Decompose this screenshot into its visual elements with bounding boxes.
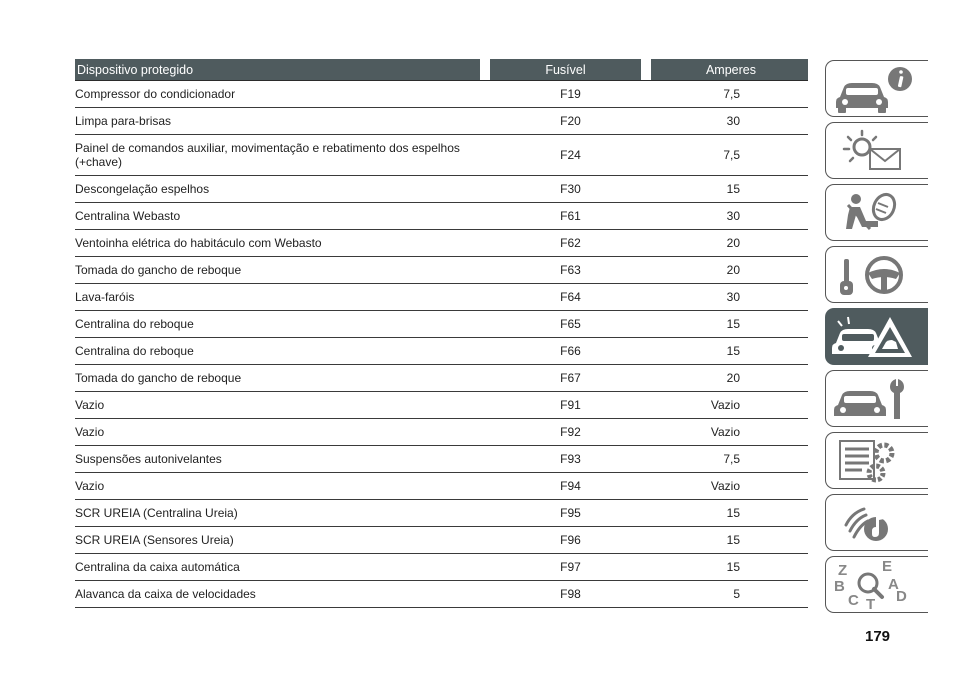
- tab-safety[interactable]: [825, 184, 928, 241]
- amps-cell: 30: [651, 203, 808, 230]
- tab-index[interactable]: [825, 556, 928, 613]
- car-emergency-warning-icon: [826, 309, 929, 366]
- tab-starting-driving[interactable]: [825, 246, 928, 303]
- device-cell: Painel de comandos auxiliar, movimentação e rebatimento dos espelhos (+chave): [75, 135, 490, 176]
- fuse-cell: F30: [490, 176, 651, 203]
- multimedia-music-icon: [826, 495, 929, 552]
- table-row: [75, 446, 808, 473]
- table-row: [75, 176, 808, 203]
- device-cell: Vazio: [75, 392, 490, 419]
- table-row: [75, 311, 808, 338]
- fuse-cell: F24: [490, 135, 651, 176]
- table-header-row: [75, 59, 808, 81]
- table-row: [75, 473, 808, 500]
- fuse-cell: F19: [490, 81, 651, 108]
- device-cell: Descongelação espelhos: [75, 176, 490, 203]
- tab-maintenance[interactable]: [825, 370, 928, 427]
- page-number: 179: [864, 628, 891, 645]
- device-cell: SCR UREIA (Sensores Ureia): [75, 527, 490, 554]
- fuse-cell: F63: [490, 257, 651, 284]
- fuse-cell: F20: [490, 108, 651, 135]
- table-row: [75, 108, 808, 135]
- fuse-cell: F64: [490, 284, 651, 311]
- tab-emergency[interactable]: [825, 308, 928, 365]
- header-amps: Amperes: [651, 59, 808, 81]
- dashboard-lights-icon: [826, 123, 929, 180]
- fuse-cell: F97: [490, 554, 651, 581]
- svg-text:C: C: [848, 592, 859, 609]
- device-cell: Tomada do gancho de reboque: [75, 257, 490, 284]
- tab-car-info[interactable]: [825, 60, 928, 117]
- device-cell: Compressor do condicionador: [75, 81, 490, 108]
- fuse-cell: F67: [490, 365, 651, 392]
- svg-text:E: E: [882, 558, 893, 575]
- table-row: [75, 527, 808, 554]
- car-maintenance-wrench-icon: [826, 371, 929, 428]
- svg-text:Z: Z: [838, 562, 848, 579]
- amps-cell: 20: [651, 257, 808, 284]
- table-row: [75, 81, 808, 108]
- amps-cell: 15: [651, 311, 808, 338]
- amps-cell: 15: [651, 338, 808, 365]
- amps-cell: 20: [651, 365, 808, 392]
- fuse-cell: F96: [490, 527, 651, 554]
- amps-cell: 7,5: [651, 135, 808, 176]
- svg-text:D: D: [896, 588, 907, 605]
- table-row: [75, 554, 808, 581]
- amps-cell: 15: [651, 527, 808, 554]
- fuse-cell: F95: [490, 500, 651, 527]
- header-device: Dispositivo protegido: [75, 59, 480, 81]
- amps-cell: 30: [651, 108, 808, 135]
- device-cell: Centralina do reboque: [75, 311, 490, 338]
- fuse-cell: F62: [490, 230, 651, 257]
- table-row: [75, 419, 808, 446]
- amps-cell: 15: [651, 176, 808, 203]
- amps-cell: 7,5: [651, 81, 808, 108]
- svg-text:B: B: [834, 578, 845, 595]
- device-cell: Vazio: [75, 419, 490, 446]
- device-cell: Suspensões autonivelantes: [75, 446, 490, 473]
- svg-text:A: A: [888, 576, 899, 593]
- fuse-cell: F92: [490, 419, 651, 446]
- fuse-cell: F93: [490, 446, 651, 473]
- steering-wheel-key-icon: [826, 247, 929, 304]
- device-cell: Centralina da caixa automática: [75, 554, 490, 581]
- amps-cell: 30: [651, 284, 808, 311]
- table-row: [75, 230, 808, 257]
- fuse-cell: F61: [490, 203, 651, 230]
- safety-airbag-icon: [826, 185, 929, 242]
- device-cell: Limpa para-brisas: [75, 108, 490, 135]
- fuse-cell: F91: [490, 392, 651, 419]
- fuse-cell: F94: [490, 473, 651, 500]
- table-row: [75, 203, 808, 230]
- fuse-cell: F98: [490, 581, 651, 608]
- table-row: [75, 135, 808, 176]
- amps-cell: 15: [651, 500, 808, 527]
- technical-data-gear-icon: [826, 433, 929, 490]
- table-row: [75, 338, 808, 365]
- device-cell: Lava-faróis: [75, 284, 490, 311]
- table-row: [75, 500, 808, 527]
- amps-cell: 15: [651, 554, 808, 581]
- table-row: [75, 257, 808, 284]
- device-cell: Centralina Webasto: [75, 203, 490, 230]
- device-cell: Tomada do gancho de reboque: [75, 365, 490, 392]
- table-row: [75, 284, 808, 311]
- device-cell: Centralina do reboque: [75, 338, 490, 365]
- fuse-cell: F65: [490, 311, 651, 338]
- device-cell: Vazio: [75, 473, 490, 500]
- header-fuse: Fusível: [490, 59, 641, 81]
- device-cell: Ventoinha elétrica do habitáculo com Webasto: [75, 230, 490, 257]
- tab-multimedia[interactable]: [825, 494, 928, 551]
- amps-cell: Vazio: [651, 392, 808, 419]
- tab-technical-data[interactable]: [825, 432, 928, 489]
- fuse-table: [75, 59, 808, 608]
- device-cell: Alavanca da caixa de velocidades: [75, 581, 490, 608]
- amps-cell: Vazio: [651, 419, 808, 446]
- amps-cell: 5: [651, 581, 808, 608]
- table-row: [75, 365, 808, 392]
- car-info-icon: [826, 61, 929, 118]
- device-cell: SCR UREIA (Centralina Ureia): [75, 500, 490, 527]
- tab-dashboard[interactable]: [825, 122, 928, 179]
- amps-cell: 20: [651, 230, 808, 257]
- fuse-cell: F66: [490, 338, 651, 365]
- amps-cell: Vazio: [651, 473, 808, 500]
- table-row: [75, 581, 808, 608]
- svg-text:T: T: [866, 596, 876, 613]
- alphabetical-index-icon: [826, 557, 929, 614]
- table-row: [75, 392, 808, 419]
- amps-cell: 7,5: [651, 446, 808, 473]
